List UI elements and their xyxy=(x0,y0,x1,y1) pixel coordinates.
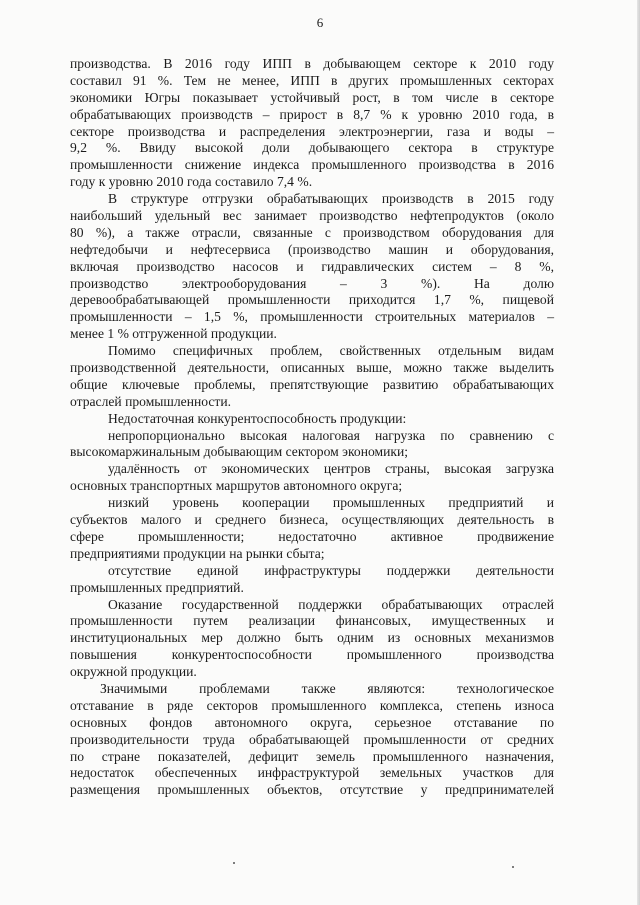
text-line: промышленности путем реализации финансовых, имущественных и xyxy=(70,613,554,629)
body-text xyxy=(70,56,554,799)
list-heading: Недостаточная конкурентоспособность продукции: xyxy=(108,410,407,426)
paragraph-first-line: Помимо специфичных проблем, свойственных отдельным видам xyxy=(108,343,554,359)
text-line: наибольший удельный вес занимает производство нефтепродуктов (около xyxy=(70,208,554,224)
text-line: по стране показателей, дефицит земель промышленного назначения, xyxy=(70,748,554,764)
text-line: 9,2 %. Ввиду высокой доли добывающего сектора в структуре xyxy=(70,140,554,156)
text-line: составил 91 %. Тем не менее, ИПП в других промышленных секторах xyxy=(70,72,554,88)
text-line: менее 1 % отгруженной продукции. xyxy=(70,326,277,342)
text-line: отраслей промышленности. xyxy=(70,393,232,409)
text-line: основных транспортных маршрутов автономного округа; xyxy=(70,478,403,494)
page-number: 6 xyxy=(316,15,324,30)
scan-speck xyxy=(512,866,514,868)
text-line: отставание в ряде секторов промышленного комплекса, степень износа xyxy=(70,697,554,713)
text-line: включая производство насосов и гидравлических систем – 8 %, xyxy=(70,258,554,274)
text-line: субъектов малого и среднего бизнеса, осуществляющих деятельность в xyxy=(70,512,554,528)
text-line: экономики Югры показывает устойчивый рост, в том числе в секторе xyxy=(70,89,554,105)
text-line: производство электрооборудования – 3 %). На долю xyxy=(70,275,554,291)
text-line: институциональных мер должно быть одним из основных механизмов xyxy=(70,630,554,646)
text-line: размещения промышленных объектов, отсутствие у предпринимателей xyxy=(70,782,554,798)
text-line: секторе производства и распределения электроэнергии, газа и воды – xyxy=(70,123,554,139)
text-line: сфере промышленности; недостаточно активное продвижение xyxy=(70,528,554,544)
text-line: производственной деятельности, описанных выше, можно также выделить xyxy=(70,360,554,376)
list-item-first-line: отсутствие единой инфраструктуры поддержки деятельности xyxy=(108,562,554,578)
paragraph-first-line: В структуре отгрузки обрабатывающих производств в 2015 году xyxy=(108,191,554,207)
text-line: обрабатывающих производств – прирост в 8,7 % к уровню 2010 года, в xyxy=(70,106,554,122)
text-line: производительности труда обрабатывающей промышленности от средних xyxy=(70,731,554,747)
text-line: промышленности – 1,5 %, промышленности строительных материалов – xyxy=(70,309,554,325)
text-line: производства. В 2016 году ИПП в добывающем секторе к 2010 году xyxy=(70,56,554,71)
paragraph-first-line: Оказание государственной поддержки обрабатывающих отраслей xyxy=(108,596,554,612)
text-line: недостаток обеспеченных инфраструктурой земельных участков для xyxy=(70,765,554,781)
text-line: общие ключевые проблемы, препятствующие развитию обрабатывающих xyxy=(70,376,554,392)
text-line: высокомаржинальным добывающим сектором экономики; xyxy=(70,444,409,460)
text-line: предприятиями продукции на рынки сбыта; xyxy=(70,545,325,561)
text-line: промышленных предприятий. xyxy=(70,579,244,595)
scan-speck xyxy=(233,862,235,864)
text-line: окружной продукции. xyxy=(70,664,197,680)
text-line: году к уровню 2010 года составило 7,4 %. xyxy=(70,174,313,190)
list-item-first-line: непропорционально высокая налоговая нагрузка по сравнению с xyxy=(108,427,554,443)
text-line: 80 %), а также отрасли, связанные с производством оборудования для xyxy=(70,224,554,240)
text-line: основных фондов автономного округа, серьезное отставание по xyxy=(70,714,554,730)
list-item-first-line: низкий уровень кооперации промышленных предприятий и xyxy=(108,495,554,511)
text-line: промышленности снижение индекса промышленного производства в 2016 xyxy=(70,157,554,173)
text-line: деревообрабатывающей промышленности приходится 1,7 %, пищевой xyxy=(70,292,554,308)
text-line: нефтедобычи и нефтесервиса (производство машин и оборудования, xyxy=(70,241,554,257)
text-line: повышения конкурентоспособности промышленного производства xyxy=(70,647,554,663)
paragraph-first-line: Значимыми проблемами также являются: технологическое xyxy=(100,680,554,696)
list-item-first-line: удалённость от экономических центров страны, высокая загрузка xyxy=(108,461,554,477)
